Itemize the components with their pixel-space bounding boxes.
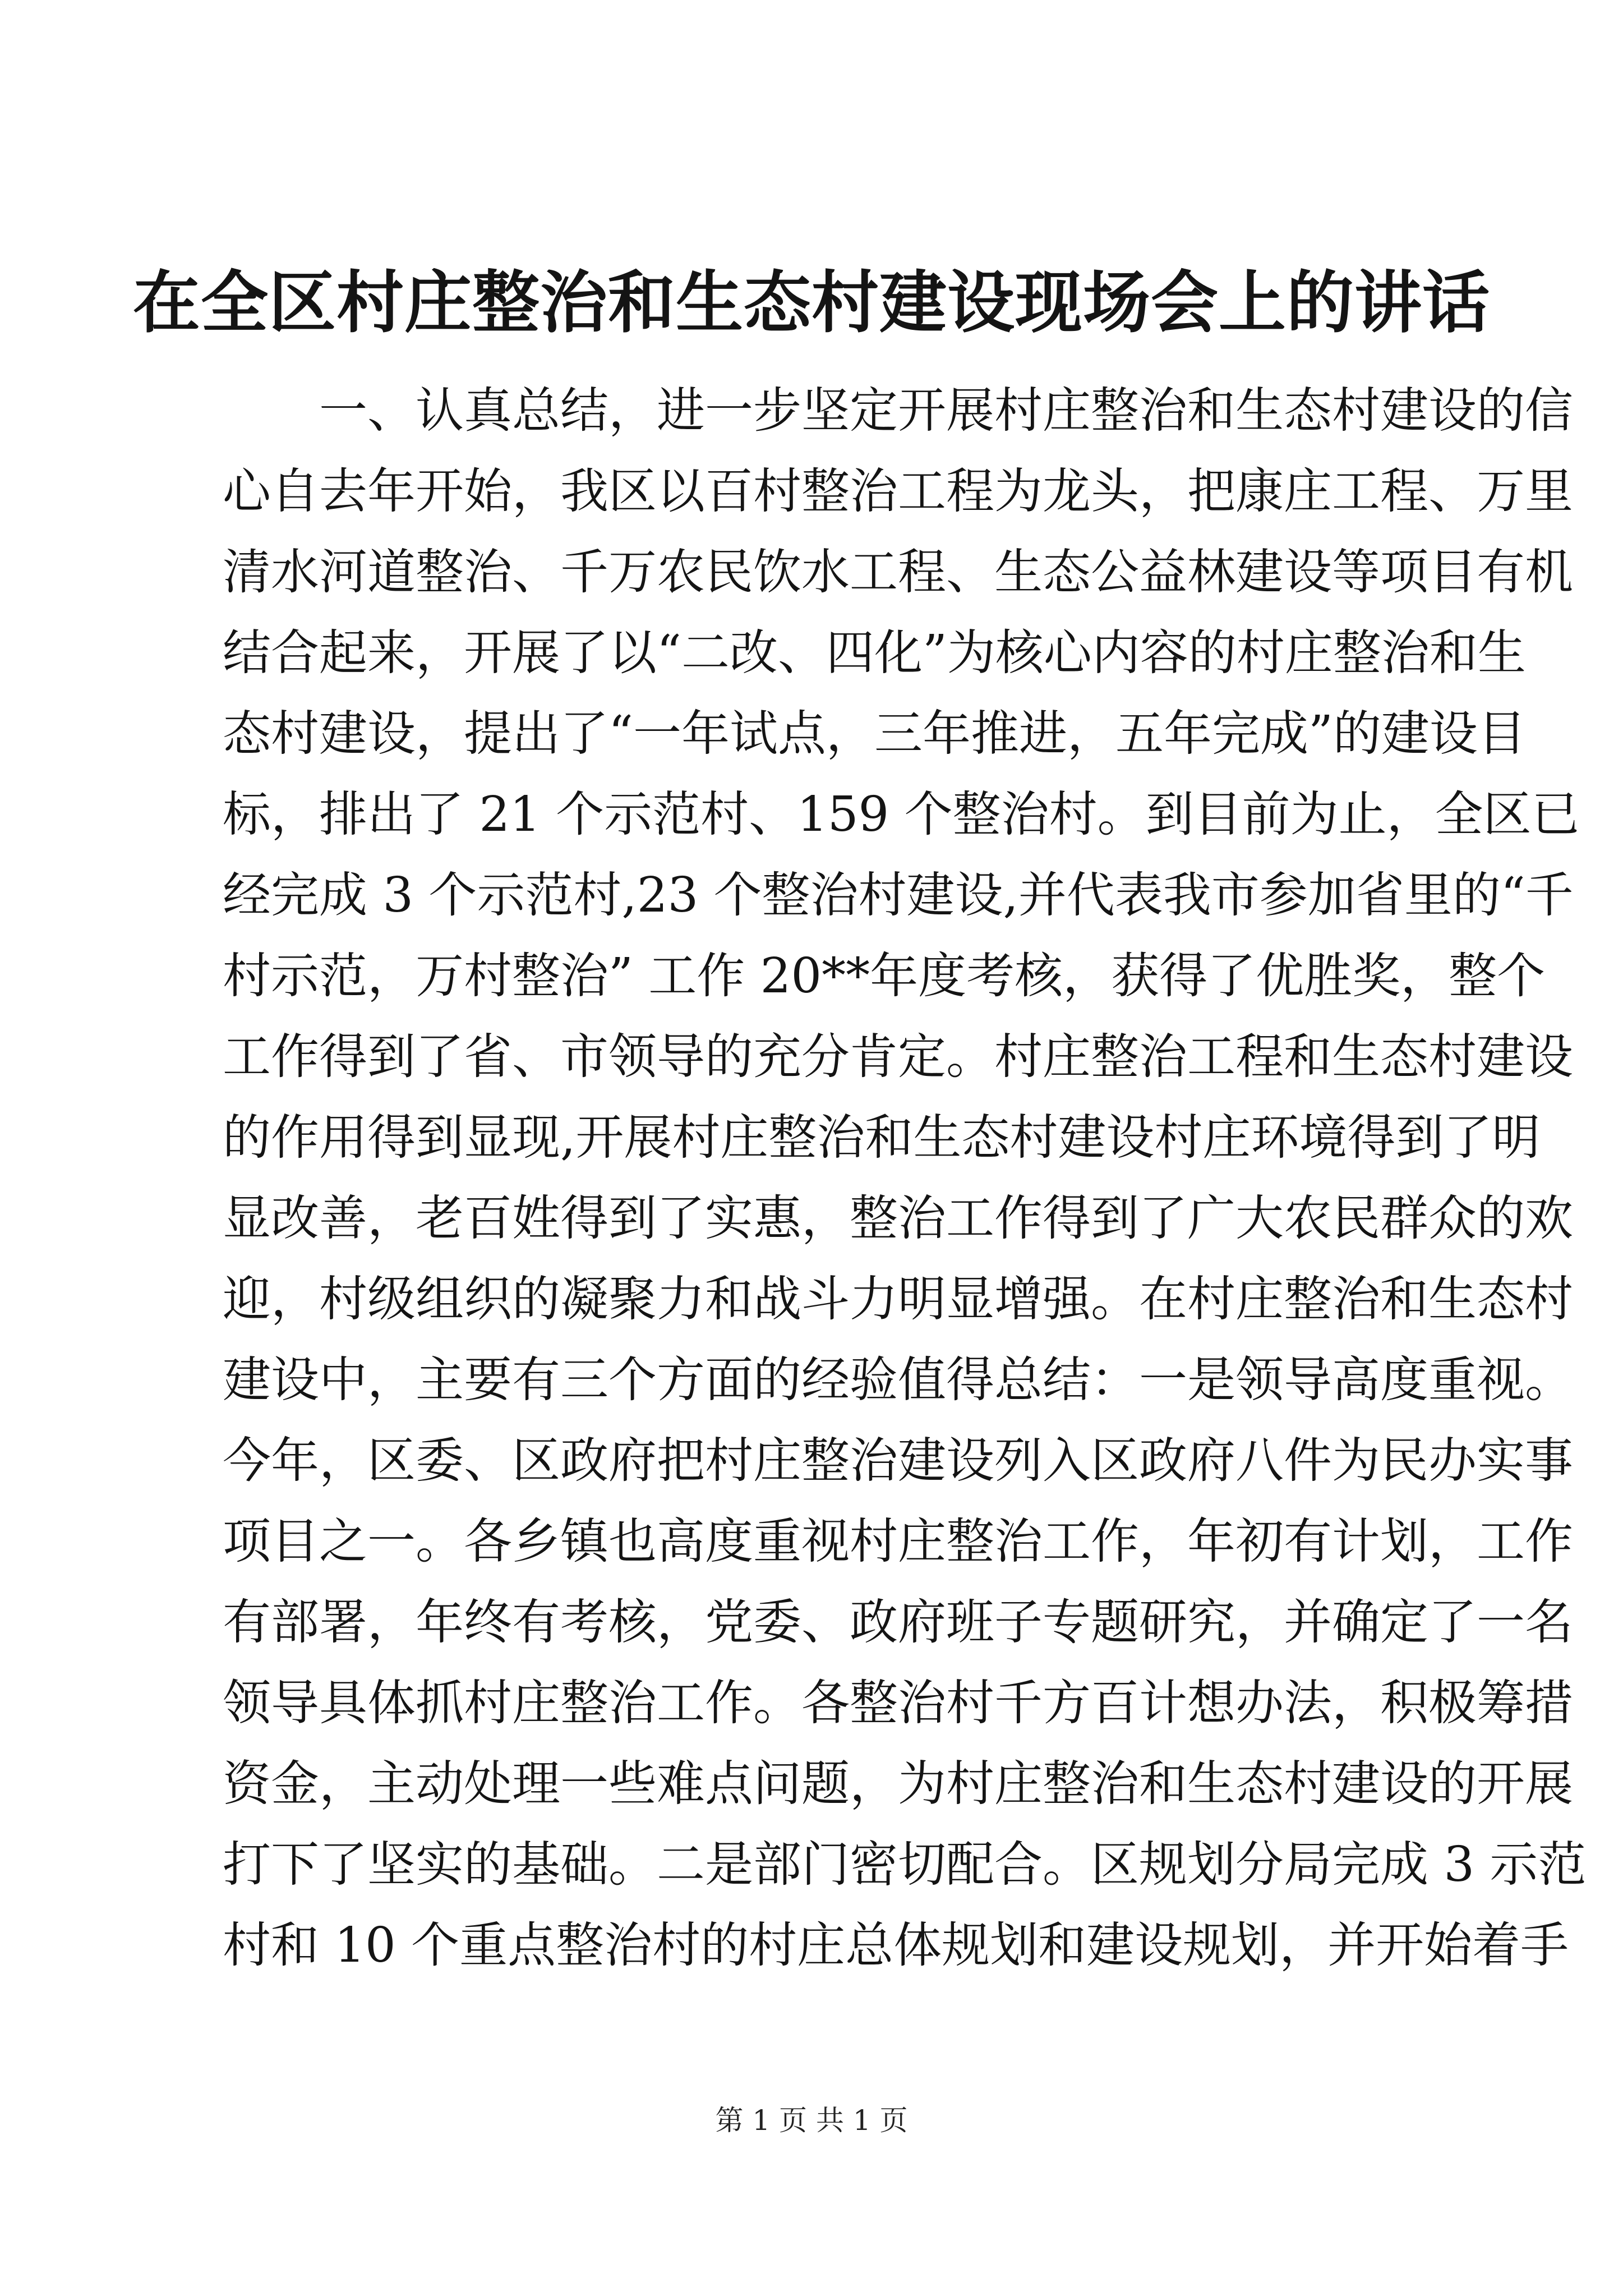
body-line: 资金，主动处理一些难点问题，为村庄整治和生态村建设的开展 <box>223 1756 1573 1812</box>
body-line: 标，排出了 21 个示范村、159 个整治村。到目前为止，全区已 <box>223 786 1580 843</box>
body-line: 村和 10 个重点整治村的村庄总体规划和建设规划，并开始着手 <box>223 1917 1569 1973</box>
body-line: 项目之一。各乡镇也高度重视村庄整治工作，年初有计划，工作 <box>223 1513 1573 1570</box>
body-line: 村示范，万村整治” 工作 20**年度考核，获得了优胜奖，整个 <box>223 948 1546 1004</box>
body-line: 显改善，老百姓得到了实惠，整治工作得到了广大农民群众的欢 <box>223 1190 1573 1246</box>
body-line: 的作用得到显现,开展村庄整治和生态村建设村庄环境得到了明 <box>223 1110 1541 1166</box>
body-line: 心自去年开始，我区以百村整治工程为龙头，把康庄工程、万里 <box>223 463 1573 519</box>
document-body <box>223 370 1587 1986</box>
body-line: 打下了坚实的基础。二是部门密切配合。区规划分局完成 3 示范 <box>223 1837 1587 1893</box>
body-line: 清水河道整治、千万农民饮水工程、生态公益林建设等项目有机 <box>223 544 1573 600</box>
body-line: 今年，区委、区政府把村庄整治建设列入区政府八件为民办实事 <box>223 1433 1573 1489</box>
body-line: 有部署，年终有考核，党委、政府班子专题研究，并确定了一名 <box>223 1594 1573 1650</box>
page-footer: 第 1 页 共 1 页 <box>715 2104 908 2137</box>
body-line: 态村建设，提出了“一年试点，三年推进，五年完成”的建设目 <box>223 706 1526 762</box>
body-line: 结合起来，开展了以“二改、四化”为核心内容的村庄整治和生 <box>223 625 1526 681</box>
body-line: 迎，村级组织的凝聚力和战斗力明显增强。在村庄整治和生态村 <box>223 1271 1573 1327</box>
body-line: 工作得到了省、市领导的充分肯定。村庄整治工程和生态村建设 <box>223 1029 1573 1085</box>
body-line: 建设中，主要有三个方面的经验值得总结：一是领导高度重视。 <box>223 1352 1573 1408</box>
body-line: 领导具体抓村庄整治工作。各整治村千方百计想办法，积极筹措 <box>223 1675 1573 1731</box>
body-line: 经完成 3 个示范村,23 个整治村建设,并代表我市参加省里的“千 <box>223 867 1574 923</box>
document-title: 在全区村庄整治和生态村建设现场会上的讲话 <box>133 263 1490 342</box>
body-line: 一、认真总结，进一步坚定开展村庄整治和生态村建设的信 <box>319 383 1573 439</box>
